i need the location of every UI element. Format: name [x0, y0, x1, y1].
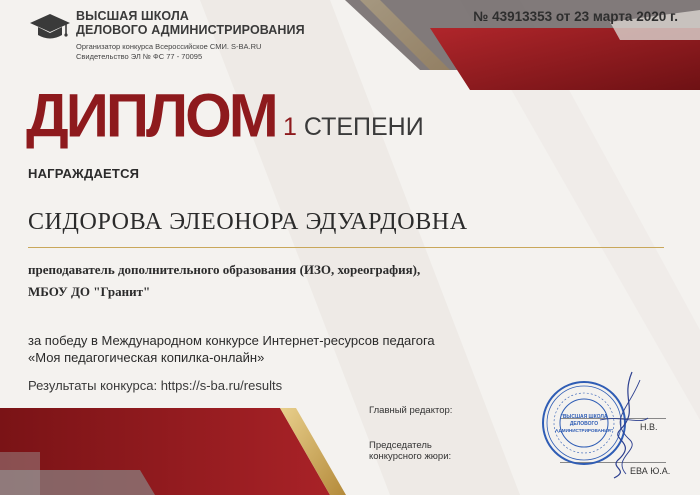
- results-link[interactable]: Результаты конкурса: https://s-ba.ru/results: [28, 378, 283, 393]
- organization-name-line1: ВЫСШАЯ ШКОЛА: [76, 9, 189, 23]
- jury-label: [369, 440, 451, 462]
- graduation-cap-icon: [30, 12, 70, 42]
- organization-name: [76, 10, 305, 37]
- editor-label: Главный редактор:: [369, 405, 453, 416]
- jury-label-line2: конкурсного жюри:: [369, 451, 452, 462]
- svg-text:"ВЫСШАЯ ШКОЛА: "ВЫСШАЯ ШКОЛА: [560, 414, 608, 420]
- position-line2: МБОУ ДО "Гранит": [28, 284, 151, 299]
- certificate-line: Свидетельство ЭЛ № ФС 77 - 70095: [76, 51, 203, 61]
- organization-details: [76, 42, 261, 61]
- name-divider: [28, 247, 664, 248]
- awarded-label: НАГРАЖДАЕТСЯ: [28, 166, 140, 181]
- recipient-position: [28, 259, 420, 303]
- diploma-number: № 43913353 от 23 марта 2020 г.: [473, 9, 678, 24]
- handwritten-signature: [590, 370, 650, 480]
- contest-description: [28, 332, 435, 366]
- svg-text:ДЕЛОВОГО: ДЕЛОВОГО: [569, 421, 599, 427]
- editor-name: Н.В.: [640, 422, 658, 432]
- position-line1: преподаватель дополнительного образования (ИЗО, хореография),: [28, 262, 421, 277]
- degree-word: СТЕПЕНИ: [303, 113, 424, 141]
- diploma-title: ДИПЛОМ: [26, 81, 276, 150]
- organizer-line: Организатор конкурса Всероссийское СМИ. S-BA.RU: [76, 42, 262, 51]
- contest-line1: за победу в Международном конкурсе Интернет-ресурсов педагога: [28, 333, 435, 348]
- degree-number: 1: [283, 113, 297, 141]
- organization-name-line2: ДЕЛОВОГО АДМИНИСТРИРОВАНИЯ: [76, 22, 305, 37]
- jury-name: ЕВА Ю.А.: [630, 466, 671, 476]
- contest-line2: «Моя педагогическая копилка-онлайн»: [28, 350, 265, 365]
- svg-text:АДМИНИСТРИРОВАНИЯ": АДМИНИСТРИРОВАНИЯ": [555, 428, 613, 433]
- jury-label-line1: Председатель: [369, 440, 432, 451]
- degree-label: [283, 113, 424, 141]
- recipient-name: СИДОРОВА ЭЛЕОНОРА ЭДУАРДОВНА: [28, 209, 468, 235]
